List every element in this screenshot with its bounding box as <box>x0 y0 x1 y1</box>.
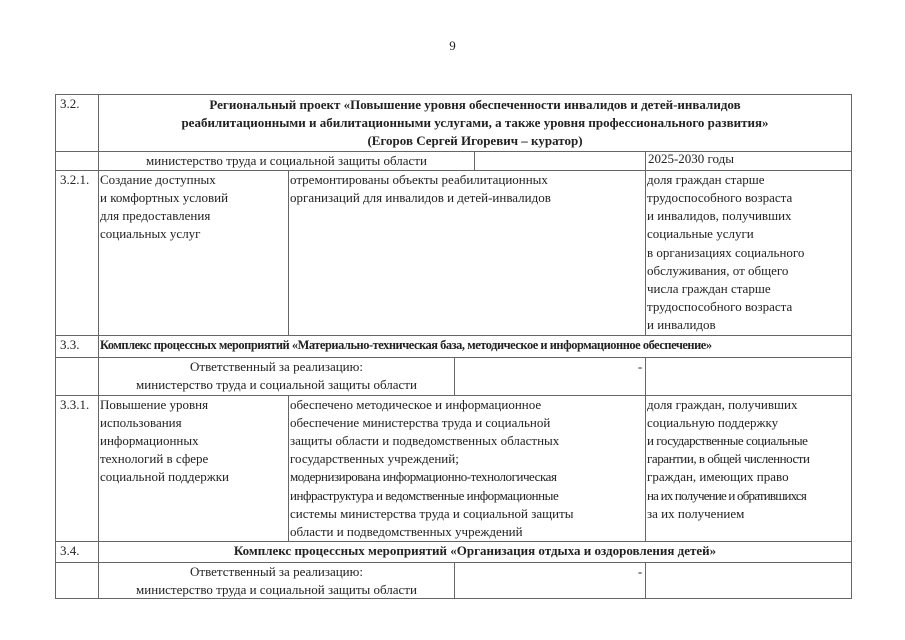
title-line: реабилитационными и абилитационными услугами, а также уровня профессионального развития» <box>181 115 769 131</box>
responsible-period-cell <box>99 563 646 599</box>
responsible-org: министерство труда и социальной защиты области <box>99 152 475 170</box>
indicator-line: в организациях социального <box>647 244 805 260</box>
empty-cell <box>646 563 852 599</box>
result-line: системы министерства труда и социальной защиты <box>290 505 574 521</box>
section-title <box>99 95 852 152</box>
task-line: для предоставления <box>100 208 211 224</box>
responsible-line: министерство труда и социальной защиты области <box>136 582 417 598</box>
section-title: Комплекс процессных мероприятий «Организация отдыха и оздоровления детей» <box>99 542 852 563</box>
section-3-4-responsible-row <box>56 563 852 599</box>
section-number: 3.2. <box>56 95 99 152</box>
result-cell <box>289 170 646 335</box>
result-line: защиты области и подведомственных областных <box>290 433 560 449</box>
responsible-org <box>99 563 455 598</box>
indicator-line: на их получение и обратившихся <box>647 487 807 503</box>
result-line: обеспечение министерства труда и социальной <box>290 414 551 430</box>
indicator-line: доля граждан старше <box>647 171 765 187</box>
result-line: области и подведомственных учреждений <box>290 524 523 540</box>
task-cell <box>99 395 289 542</box>
result-line: обеспечено методическое и информационное <box>290 396 542 412</box>
row-3-2-1 <box>56 170 852 335</box>
section-title: Комплекс процессных мероприятий «Материально-техническая база, методическое и информационное обеспечение» <box>99 335 852 357</box>
task-line: социальных услуг <box>100 226 201 242</box>
responsible-period-cell <box>99 357 646 395</box>
indicator-line: социальные услуги <box>647 226 754 242</box>
empty-cell <box>56 563 99 599</box>
task-line: технологий в сфере <box>100 451 209 467</box>
period: - <box>637 358 643 374</box>
empty-cell <box>56 357 99 395</box>
indicator-cell <box>646 395 852 542</box>
result-line: отремонтированы объекты реабилитационных <box>290 171 548 187</box>
row-number: 3.2.1. <box>56 170 99 335</box>
responsible-line: Ответственный за реализацию: <box>190 564 363 580</box>
indicator-line: социальную поддержку <box>647 414 779 430</box>
indicator-line: трудоспособного возраста <box>647 190 793 206</box>
period: 2025-2030 годы <box>647 151 735 166</box>
indicator-line: гарантии, в общей численности <box>647 451 810 467</box>
row-3-3-1 <box>56 395 852 542</box>
indicator-line: трудоспособного возраста <box>647 299 793 315</box>
period: - <box>637 564 643 580</box>
indicator-line: и государственные социальные <box>647 433 808 449</box>
task-line: и комфортных условий <box>100 190 229 206</box>
section-3-4-header-row <box>56 542 852 563</box>
indicator-line: числа граждан старше <box>647 281 771 297</box>
task-line: Повышение уровня <box>100 396 209 412</box>
responsible-line: министерство труда и социальной защиты области <box>136 376 417 392</box>
row-number: 3.3.1. <box>56 395 99 542</box>
result-line: инфраструктура и ведомственные информационные <box>290 487 559 503</box>
indicator-cell <box>646 170 852 335</box>
task-line: Создание доступных <box>100 171 216 187</box>
task-line: социальной поддержки <box>100 469 229 485</box>
responsible-line: Ответственный за реализацию: <box>190 358 363 374</box>
responsible-org <box>99 358 455 395</box>
section-number: 3.3. <box>56 335 99 357</box>
measures-table <box>55 94 852 599</box>
section-number: 3.4. <box>56 542 99 563</box>
result-line: организаций для инвалидов и детей-инвалидов <box>290 190 551 206</box>
result-cell <box>289 395 646 542</box>
task-line: информационных <box>100 433 199 449</box>
title-line: Региональный проект «Повышение уровня обеспеченности инвалидов и детей-инвалидов <box>209 97 741 112</box>
result-line: государственных учреждений; <box>290 451 459 467</box>
empty-cell <box>646 357 852 395</box>
result-line: модернизирована информационно-технологическая <box>290 469 557 485</box>
indicator-line: за их получением <box>647 505 745 521</box>
indicator-line: и инвалидов <box>647 317 716 333</box>
indicator-line: доля граждан, получивших <box>647 396 798 412</box>
task-line: использования <box>100 414 182 430</box>
page-number: 9 <box>449 38 456 53</box>
title-line: (Егоров Сергей Игоревич – куратор) <box>367 133 583 149</box>
section-3-3-header-row <box>56 335 852 357</box>
indicator-line: обслуживания, от общего <box>647 262 789 278</box>
indicator-line: граждан, имеющих право <box>647 469 789 485</box>
indicator-line: и инвалидов, получивших <box>647 208 792 224</box>
section-3-3-responsible-row <box>56 357 852 395</box>
task-cell <box>99 170 289 335</box>
section-3-2-header-row <box>56 95 852 152</box>
empty-cell <box>56 151 99 170</box>
